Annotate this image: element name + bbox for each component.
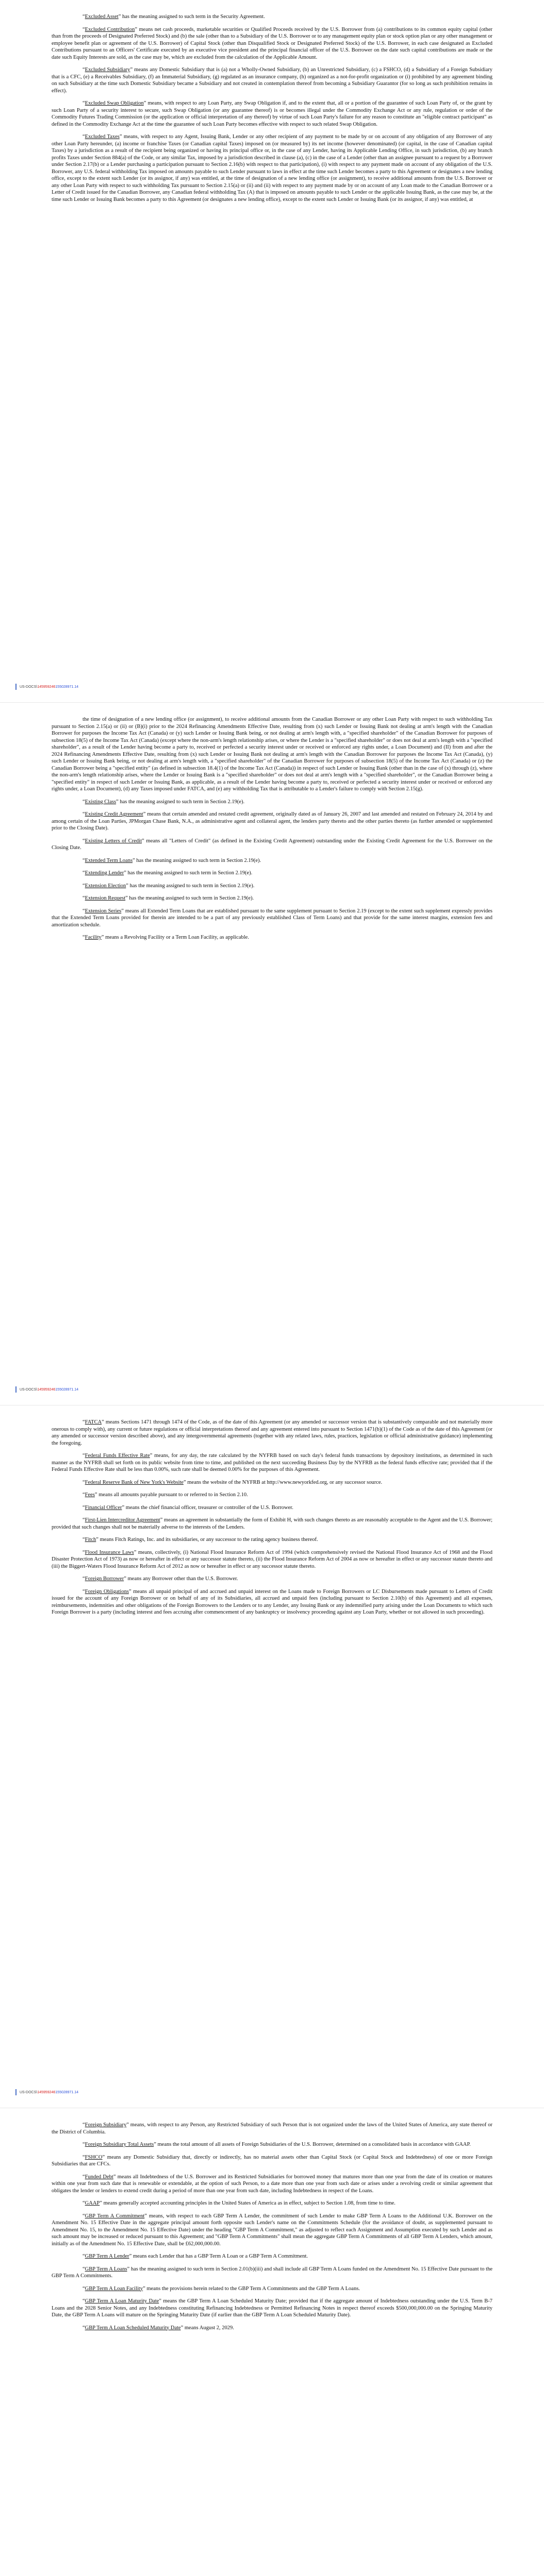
defined-term: Extending Lender [85, 870, 124, 876]
page-footer [15, 2089, 78, 2095]
defined-term: Excluded Contribution [85, 26, 135, 32]
definition-text: means the website of the NYFRB at http://www.newyorkfed.org, or any successor source. [186, 1479, 383, 1485]
doc-id-deleted: 145959246 [37, 1387, 56, 1392]
definition-paragraph: “Fitch” means Fitch Ratings, Inc. and its subsidiaries, or any successor to the rating agency business thereof. [83, 1537, 318, 1543]
definition-text: means the total amount of all assets of Foreign Subsidiaries of the U.S. Borrower, determined on a consolidated basis in accordance with GAAP. [156, 2142, 471, 2147]
definition-text: means, with respect to each GBP Term A Lender, the commitment of such Lender to make GBP Term A Loans to the Additional U.K. Borrower on the Amendment No. 15 Effective Date in the aggregate principal amount forth opposite such Lender's name on the Commitments Schedule (for the avoidance of doubt, as supplemented pursuant to Amendment No. 15, to the Amendment No. 15 Effective Date) under the heading "GBP Term A Commitment," as adjusted to reflect each Assignment and Assumption executed by such Lender and as such amount may be increased or reduced pursuant to this Agreement; and "GBP Term A Commitments" shall mean the aggregate GBP Term A Commitments of all GBP Term A Lenders, which amount, initially as of the Amendment No. 15 Effective Date, shall be £62,000,000.00. [52, 2213, 493, 2247]
doc-id [20, 685, 78, 689]
defined-term: Federal Funds Effective Rate [85, 1453, 150, 1459]
definition-text: means net cash proceeds, marketable securities or Qualified Proceeds received by the U.S. Borrower from (a) contributions to its common equity capital (other than from the proceeds of Designated Preferred Stock) and (b) the sale (other than to a Subsidiary of the U.S. Borrower or to any management equity plan or stock option plan or any other management or employee benefit plan or agreement of the U.S. Borrower) of Capital Stock (other than Disqualified Stock or Designated Preferred Stock) of the U.S. Borrower, in each case designated as Excluded Contributions pursuant to an Officers' Certificate executed by an executive vice president and the principal financial officer of the U.S. Borrower on the date such capital contributions are made or the date such Equity Interests are sold, as the case may be, which are excluded from the calculation of the Applicable Amount. [52, 26, 492, 60]
definition-text: means Fitch Ratings, Inc. and its subsidiaries, or any successor to the rating agency business thereof. [98, 1537, 318, 1543]
defined-term: Extended Term Loans [85, 857, 133, 863]
definition-paragraph: “Extension Request” has the meaning assigned to such term in Section 2.19(e). [83, 895, 254, 901]
defined-term: Foreign Borrower [85, 1576, 124, 1582]
defined-term: Facility [85, 935, 102, 940]
definition-paragraph: “GAAP” means generally accepted accounting principles in the United States of America as in effect, subject to Section 1.08, from time to time. [83, 2200, 395, 2206]
doc-id-prefix: US-DOCS\ [20, 685, 38, 689]
defined-term: Foreign Obligations [85, 1588, 129, 1595]
definition-text: means, with respect to any Agent, Issuing Bank, Lender or any other recipient of any payment to be made by or on account of any obligation of any Borrower of any other Loan Party hereunder, (a) income or franchise Taxes (or Canadian capital Taxes) imposed on (or measured by) its net income (however denominated) (or capital, in the case of Canadian capital Taxes) by a jurisdiction as a result of the recipient being organized or having its principal office or, in the case of any Lender, having its Applicable Lending Office, in such jurisdiction, (b) any branch profits Taxes under Section 884(a) of the Code, or any similar Tax, imposed by a jurisdiction described in clause (a), (c) in the case of a Lender (other than an assignee pursuant to a request by a Borrower under Section 2.17(b) or a Lender purchasing a participation pursuant to Section 2.16(b) with respect to that participation), (i) with respect to any payment made on account of any obligation of the U.S. Borrower, any U.S. federal withholding Tax imposed on amounts payable to such Lender pursuant to laws in effect at the time such Lender becomes a party to this Agreement or designates a new lending office, except to the extent such Lender (or its assignor, if any) was entitled, at the time of designation of a new lending office (or assignment), to receive additional amounts from the U.S. Borrower or any other Loan Party with respect to such withholding Tax pursuant to Section 2.15(a) or (ii) and (ii) with respect to any payment made by or on account of any Loan made to the Canadian Borrower or a Letter of Credit issued for the Canadian Borrower, any Canadian federal withholding Tax (A) that is imposed on amounts payable to such Lender or the applicable Issuing Bank, as the case may be, at the time such Lender or Issuing Bank becomes a party to this Agreement (or designates a new lending office), except to the extent such Lender or Issuing Bank (or its assignor, if any) was entitled, at [52, 134, 492, 202]
definition-text: has the meaning assigned to such term in Section 2.19(e). [118, 799, 245, 805]
definition-paragraph: “Federal Reserve Bank of New York's Website” means the website of the NYFRB at http://www.newyorkfed.org, or any successor source. [83, 1479, 383, 1485]
page-footer [15, 684, 78, 690]
definition-paragraph: “Foreign Subsidiary” means, with respect to any Person, any Restricted Subsidiary of such Person that is not organized under the laws of the United States of America, any state thereof or the District of Columbia. [52, 2122, 492, 2135]
definition-text: means Sections 1471 through 1474 of the Code, as of the date of this Agreement (or any amended or successor version that is substantively comparable and not materially more onerous to comply with), any current or future regulations or official interpretations thereof and any agreement entered into pursuant to Section 1471(b)(1) of the Code as of the date of this Agreement (or any amended or successor version described above), and any intergovernmental agreements (together with any related laws, rules, practices, legislation or official administrative guidance) implementing the foregoing. [52, 1419, 492, 1446]
definition-text: means that certain amended and restated credit agreement, originally dated as of January 26, 2007 and last amended and restated on February 24, 2014 by and among certain of the Loan Parties, JPMorgan Chase Bank, N.A., as administrative agent and collateral agent, the lenders party thereto and the other parties thereto (as further amended or supplemented prior to the Closing Date). [52, 811, 493, 831]
definition-paragraph: “Foreign Obligations” means all unpaid principal of and accrued and unpaid interest on the Loans made to Foreign Borrowers or LC Disbursements made pursuant to Letters of Credit issued for the account of any Foreign Borrower or on behalf of any of its Subsidiaries, all accrued and unpaid fees (including pursuant to Section 2.10(b) of this Agreement) and all expenses, reimbursements, indemnities and other obligations of the Foreign Borrowers to the Lenders or to any Lender, any Issuing Bank or any indemnified party arising under the Loan Documents to which such Foreign Borrower is a party (including interest and fees accruing after commencement of any bankruptcy or insolvency proceeding against any Loan Party, whether or not allowed in such proceeding). [52, 1588, 492, 1615]
definition-text: means all Extended Term Loans that are established pursuant to the same supplement pursuant to Section 2.19 (except to the extent such supplement expressly provides that the Extended Term Loans provided for therein are intended to be a part of any previously established Class of Term Loans) and that provide for the same interest margins, extension fees and amortization schedule. [52, 908, 492, 928]
definition-text: means, with respect to any Person, any Restricted Subsidiary of such Person that is not organized under the laws of the United States of America, any state thereof or the District of Columbia. [52, 2122, 492, 2135]
defined-term: Foreign Subsidiary Total Assets [85, 2142, 154, 2147]
document-page [0, 1405, 544, 2108]
defined-term: Extension Request [85, 895, 126, 901]
defined-term: Extension Series [85, 908, 122, 914]
change-bar-icon [15, 684, 17, 690]
defined-term: GAAP [85, 2200, 100, 2206]
defined-term: GBP Term A Loan Maturity Date [85, 2298, 159, 2304]
definition-text: has the meaning assigned to such term in Section 2.01(b)(iii) and shall include all GBP Term A Loans funded on the Amendment No. 15 Effective Date pursuant to the GBP Term A Commitments. [52, 2266, 493, 2279]
doc-id [20, 2091, 78, 2094]
definition-paragraph: “GBP Term A Commitment” means, with respect to each GBP Term A Lender, the commitment of such Lender to make GBP Term A Loans to the Additional U.K. Borrower on the Amendment No. 15 Effective Date in the aggregate principal amount forth opposite such Lender's name on the Commitments Schedule (for the avoidance of doubt, as supplemented pursuant to Amendment No. 15, to the Amendment No. 15 Effective Date) under the heading "GBP Term A Commitment," as adjusted to reflect each Assignment and Assumption executed by such Lender and as such amount may be increased or reduced pursuant to this Agreement; and "GBP Term A Commitments" shall mean the aggregate GBP Term A Commitments of all GBP Term A Lenders, which amount, initially as of the Amendment No. 15 Effective Date, shall be £62,000,000.00. [52, 2213, 493, 2247]
defined-term: GBP Term A Loans [85, 2266, 127, 2272]
definition-text: means the provisions herein related to the GBP Term A Commitments and the GBP Term A Loans. [145, 2285, 360, 2292]
definition-text: means all "Letters of Credit" (as defined in the Existing Credit Agreement) outstanding under the Existing Credit Agreement for the U.S. Borrower on the Closing Date. [52, 838, 492, 851]
definition-text: has the meaning assigned to such term in Section 2.19(e). [135, 857, 261, 863]
doc-id-inserted: 155028971.14 [55, 2090, 79, 2094]
doc-id-inserted: 155028971.14 [55, 685, 79, 689]
definition-paragraph: “First-Lien Intercreditor Agreement” means an agreement in substantially the form of Exhibit H, with such changes thereto as are reasonably acceptable to the Agent and the U.S. Borrower; provided that such changes shall not be materially adverse to the interests of the Lenders. [52, 1517, 493, 1530]
definition-text: means an agreement in substantially the form of Exhibit H, with such changes thereto as are reasonably acceptable to the Agent and the U.S. Borrower; provided that such changes shall not be materially adverse to the interests of the Lenders. [52, 1517, 493, 1530]
definition-paragraph: “GBP Term A Loan Scheduled Maturity Date” means August 2, 2029. [83, 2325, 234, 2331]
definition-text: means all unpaid principal of and accrued and unpaid interest on the Loans made to Foreign Borrowers or LC Disbursements made pursuant to Letters of Credit issued for the account of any Foreign Borrower or on behalf of any of its Subsidiaries, all accrued and unpaid fees (including pursuant to Section 2.10(b) of this Agreement) and all expenses, reimbursements, indemnities and other obligations of the Foreign Borrowers to the Lenders or to any Lender, any Issuing Bank or any indemnified party arising under the Loan Documents to which such Foreign Borrower is a party (including interest and fees accruing after commencement of any bankruptcy or insolvency proceeding against any Loan Party, whether or not allowed in such proceeding). [52, 1588, 492, 1615]
definition-text: means the chief financial officer, treasurer or controller of the U.S. Borrower. [124, 1504, 293, 1511]
defined-term: Extension Election [85, 883, 126, 889]
definition-paragraph: “Excluded Subsidiary” means any Domestic Subsidiary that is (a) not a Wholly-Owned Subsidiary, (b) an Unrestricted Subsidiary, (c) a FSHCO, (d) a Subsidiary of a Foreign Subsidiary that is a CFC, (e) a Receivables Subsidiary, (f) an Immaterial Subsidiary, (g) regulated as an insurance company, (h) organized as a not-for-profit organization or (i) prohibited by any agreement binding on such Subsidiary at the time such Domestic Subsidiary became a Subsidiary and not created in contemplation thereof from becoming a Subsidiary Guarantor (for so long as such prohibition remains in effect). [52, 67, 492, 94]
doc-id-prefix: US-DOCS\ [20, 1387, 38, 1392]
definition-text: means August 2, 2029. [183, 2325, 234, 2331]
definition-text: has the meaning assigned to such term in the Security Agreement. [121, 14, 265, 20]
definition-text: has the meaning assigned to such term in Section 2.19(e). [126, 870, 253, 876]
defined-term: Fees [85, 1492, 95, 1498]
definition-paragraph: “Extended Term Loans” has the meaning assigned to such term in Section 2.19(e). [83, 857, 261, 863]
definition-paragraph: “Extension Election” has the meaning assigned to such term in Section 2.19(e). [83, 883, 255, 889]
definition-paragraph: “Excluded Asset” has the meaning assigned to such term in the Security Agreement. [83, 14, 265, 20]
defined-term: Funded Debt [85, 2174, 113, 2180]
definition-paragraph [52, 716, 492, 793]
defined-term: GBP Term A Lender [85, 2253, 129, 2259]
definition-text: has the meaning assigned to such term in Section 2.19(e). [127, 895, 254, 901]
definition-paragraph: “Extending Lender” has the meaning assigned to such term in Section 2.19(e). [83, 870, 253, 876]
definition-paragraph: “Federal Funds Effective Rate” means, for any day, the rate calculated by the NYFRB based on such day's federal funds transactions by depository institutions, as determined in such manner as the NYFRB shall set forth on its public website from time to time, and published on the next succeeding Business Day by the NYFRB as the federal funds effective rate; provided that if the Federal Funds Effective Rate shall be less than 0.00%, such rate shall be deemed 0.00% for the purposes of this Agreement. [52, 1453, 492, 1472]
doc-id-deleted: 145959246 [37, 685, 56, 689]
defined-term: GBP Term A Commitment [85, 2213, 145, 2219]
defined-term: Existing Letters of Credit [85, 838, 142, 844]
defined-term: Financial Officer [85, 1504, 122, 1511]
definition-text: means each Lender that has a GBP Term A Loan or a GBP Term A Commitment. [131, 2253, 308, 2259]
definition-paragraph: “Extension Series” means all Extended Term Loans that are established pursuant to the same supplement pursuant to Section 2.19 (except to the extent such supplement expressly provides that the Extended Term Loans provided for therein are intended to be a part of any previously established Class of Term Loans) and that provide for the same interest margins, extension fees and amortization schedule. [52, 908, 492, 928]
change-bar-icon [15, 2089, 17, 2095]
definition-paragraph: “Flood Insurance Laws” means, collectively, (i) National Flood Insurance Reform Act of 1994 (which comprehensively revised the National Flood Insurance Act of 1968 and the Flood Disaster Protection Act of 1973) as now or hereafter in effect or any successor statute thereto, (ii) the Flood Insurance Reform Act of 2004 as now or hereafter in effect or any successor statute thereto and (iii) the Biggert-Waters Flood Insurance Reform Act of 2012 as now or hereafter in effect or any successor statute thereto. [52, 1549, 492, 1569]
definition-paragraph: “Existing Class” has the meaning assigned to such term in Section 2.19(e). [83, 799, 245, 805]
definition-text: has the meaning assigned to such term in Section 2.19(e). [128, 883, 255, 889]
definition-text: means all amounts payable pursuant to or referred to in Section 2.10. [97, 1492, 248, 1498]
definition-text: means any Borrower other than the U.S. Borrower. [126, 1576, 238, 1582]
definition-paragraph: “Facility” means a Revolving Facility or a Term Loan Facility, as applicable. [83, 935, 249, 940]
defined-term: Excluded Asset [85, 14, 119, 20]
change-bar-icon [15, 1386, 17, 1393]
definition-paragraph: “Funded Debt” means all Indebtedness of the U.S. Borrower and its Restricted Subsidiaries for borrowed money that matures more than one year from the date of its creation or matures within one year from such date that is renewable or extendable, at the option of such Person, to a date more than one year from such date or arises under a revolving credit or similar agreement that obligates the lender or lenders to extend credit during a period of more than one year from such date, including Indebtedness in respect of the Loans. [52, 2174, 492, 2194]
definition-text: means the GBP Term A Loan Scheduled Maturity Date; provided that if the aggregate amount of Indebtedness outstanding under the U.S. Term B-7 Loans and the 2028 Senior Notes, and any Indebtedness constituting Refinancing Indebtedness or Permitted Refinancing Notes in respect thereof exceeds $500,000,000.00 on the Springing Maturity Date, the GBP Term A Loans will mature on the Springing Maturity Date (if earlier than the GBP Term A Loan Scheduled Maturity Date). [52, 2298, 492, 2318]
definition-paragraph: “GBP Term A Loans” has the meaning assigned to such term in Section 2.01(b)(iii) and shall include all GBP Term A Loans funded on the Amendment No. 15 Effective Date pursuant to the GBP Term A Commitments. [52, 2266, 493, 2279]
definition-text: means all Indebtedness of the U.S. Borrower and its Restricted Subsidiaries for borrowed money that matures more than one year from the date of its creation or matures within one year from such date that is renewable or extendable, at the option of such Person, to a date more than one year from such date or arises under a revolving credit or similar agreement that obligates the lender or lenders to extend credit during a period of more than one year from such date, including Indebtedness in respect of the Loans. [52, 2174, 492, 2194]
definition-paragraph: “GBP Term A Loan Maturity Date” means the GBP Term A Loan Scheduled Maturity Date; provided that if the aggregate amount of Indebtedness outstanding under the U.S. Term B-7 Loans and the 2028 Senior Notes, and any Indebtedness constituting Refinancing Indebtedness or Permitted Refinancing Notes in respect thereof exceeds $500,000,000.00 on the Springing Maturity Date, the GBP Term A Loans will mature on the Springing Maturity Date (if earlier than the GBP Term A Loan Scheduled Maturity Date). [52, 2298, 492, 2318]
defined-term: Existing Class [85, 799, 117, 805]
definition-paragraph: “Existing Letters of Credit” means all "Letters of Credit" (as defined in the Existing Credit Agreement) outstanding under the Existing Credit Agreement for the U.S. Borrower on the Closing Date. [52, 838, 492, 851]
defined-term: Excluded Swap Obligation [85, 100, 144, 106]
definition-text: means a Revolving Facility or a Term Loan Facility, as applicable. [104, 935, 249, 940]
definition-paragraph: “GBP Term A Lender” means each Lender that has a GBP Term A Loan or a GBP Term A Commitment. [83, 2253, 308, 2259]
document-page [0, 0, 544, 703]
defined-term: Excluded Taxes [85, 134, 120, 140]
definition-text: means, for any day, the rate calculated by the NYFRB based on such day's federal funds transactions by depository institutions, as determined in such manner as the NYFRB shall set forth on its public website from time to time, and published on the next succeeding Business Day by the NYFRB as the federal funds effective rate; provided that if the Federal Funds Effective Rate shall be less than 0.00%, such rate shall be deemed 0.00% for the purposes of this Agreement. [52, 1453, 492, 1472]
definition-text: means, with respect to any Loan Party, any Swap Obligation if, and to the extent that, all or a portion of the guarantee of such Loan Party of, or the grant by such Loan Party of a security interest to secure, such Swap Obligation (or any guarantee thereof) is or becomes illegal under the Commodity Exchange Act or any rule, regulation or order of the Commodity Futures Trading Commission (or the application or official interpretation of any thereof) by virtue of such Loan Party's failure for any reason to constitute an "eligible contract participant" as defined in the Commodity Exchange Act at the time the guarantee of such Loan Party becomes effective with respect to such related Swap Obligation. [52, 100, 492, 127]
page-footer [15, 1386, 78, 1393]
definition-paragraph: “FSHCO” means any Domestic Subsidiary that, directly or indirectly, has no material assets other than Capital Stock (or Capital Stock and Indebtedness) of one or more Foreign Subsidiaries that are CFCs. [52, 2154, 492, 2167]
defined-term: First-Lien Intercreditor Agreement [85, 1517, 160, 1523]
definition-paragraph: “Excluded Taxes” means, with respect to any Agent, Issuing Bank, Lender or any other recipient of any payment to be made by or on account of any obligation of any Borrower of any other Loan Party hereunder, (a) income or franchise Taxes (or Canadian capital Taxes) imposed on (or measured by) its net income (however denominated) (or capital, in the case of Canadian capital Taxes) by a jurisdiction as a result of the recipient being organized or having its principal office or, in the case of any Lender, having its Applicable Lending Office, in such jurisdiction, (b) any branch profits Taxes under Section 884(a) of the Code, or any similar Tax, imposed by a jurisdiction described in clause (a), (c) in the case of a Lender (other than an assignee pursuant to a request by a Borrower under Section 2.17(b) or a Lender purchasing a participation pursuant to Section 2.16(b) with respect to that participation), (i) with respect to any payment made on account of any obligation of the U.S. Borrower, any U.S. federal withholding Tax imposed on amounts payable to such Lender pursuant to laws in effect at the time such Lender becomes a party to this Agreement or designates a new lending office, except to the extent such Lender (or its assignor, if any) was entitled, at the time of designation of a new lending office (or assignment), to receive additional amounts from the U.S. Borrower or any other Loan Party with respect to such withholding Tax pursuant to Section 2.15(a) or (ii) and (ii) with respect to any payment made by or on account of any Loan made to the Canadian Borrower or a Letter of Credit issued for the Canadian Borrower, any Canadian federal withholding Tax (A) that is imposed on amounts payable to such Lender or the applicable Issuing Bank, as the case may be, at the time such Lender or Issuing Bank becomes a party to this Agreement (or designates a new lending office), except to the extent such Lender or Issuing Bank (or its assignor, if any) was entitled, at [52, 134, 492, 202]
defined-term: Fitch [85, 1537, 96, 1543]
definition-text: means generally accepted accounting principles in the United States of America as in effect, subject to Section 1.08, from time to time. [102, 2200, 395, 2206]
defined-term: Foreign Subsidiary [85, 2122, 127, 2128]
definition-paragraph: “Excluded Contribution” means net cash proceeds, marketable securities or Qualified Proceeds received by the U.S. Borrower from (a) contributions to its common equity capital (other than from the proceeds of Designated Preferred Stock) and (b) the sale (other than to a Subsidiary of the U.S. Borrower or to any management equity plan or stock option plan or any other management or employee benefit plan or agreement of the U.S. Borrower) of Capital Stock (other than Disqualified Stock or Designated Preferred Stock) of the U.S. Borrower, in each case designated as Excluded Contributions pursuant to an Officers' Certificate executed by an executive vice president and the principal financial officer of the U.S. Borrower on the date such capital contributions are made or the date such Equity Interests are sold, as the case may be, which are excluded from the calculation of the Applicable Amount. [52, 26, 492, 60]
defined-term: FSHCO [85, 2154, 103, 2160]
definition-text: means any Domestic Subsidiary that, directly or indirectly, has no material assets other than Capital Stock (or Capital Stock and Indebtedness) of one or more Foreign Subsidiaries that are CFCs. [52, 2154, 492, 2167]
defined-term: Existing Credit Agreement [85, 811, 143, 817]
definition-paragraph: “Fees” means all amounts payable pursuant to or referred to in Section 2.10. [83, 1492, 248, 1498]
document-page [0, 703, 544, 1405]
defined-term: Flood Insurance Laws [85, 1549, 134, 1555]
definition-paragraph: “Financial Officer” means the chief financial officer, treasurer or controller of the U.S. Borrower. [83, 1504, 293, 1511]
definition-text: the time of designation of a new lending office (or assignment), to receive additional amounts from the Canadian Borrower or any other Loan Party with respect to such withholding Tax pursuant to Section 2.15(a) or (ii) or (B)(i) prior to the 2024 Refinancing Amendments Effective Date, resulting from (x) such Lender or Issuing Bank not dealing at arm's length with the Canadian Borrower for purposes the Income Tax Act (Canada) or (y) such Lender or Issuing Bank being, or not dealing at arm's length with, a "specified shareholder" of the Canadian Borrower for purposes of subsection 18(5) of the Income Tax Act (Canada) (except where the non-arm's length relationship arises, or where the Lender is a "specified shareholder" or does not deal at arm's length with a "specified shareholder", as a result of the Lender having become a party to, received or perfected a security interest under or received or enforced any rights under, a Loan Document) and (II) from and after the 2024 Refinancing Amendments Effective Date, resulting from (x) such Lender or Issuing Bank not dealing at arm's length with the Canadian Borrower for purposes the Income Tax Act (Canada), (y) such Lender or Issuing Bank being, or not dealing at arm's length with, a "specified shareholder" of the Canadian Borrower for purposes of subsection 18(5) of the Income Tax Act (Canada) or (z) the Canadian Borrower being a "specified entity" (as defined in subsection 18.4(1) of the Income Tax Act (Canada)) in respect of such Lender or Issuing Bank (other than in the case of (x) through (z), where the non-arm's length relationship arises, where the Lender or Issuing Bank is a "specified shareholder" or does not deal at arm's length with a "specified shareholder", or the Canadian Borrower being a "specified entity" in respect of such Lender or Issuing Bank, as applicable, as a result of the Lender having become a party to, received or perfected a security interest under or received or enforced any rights under, a Loan Document), (d) any Taxes imposed under FATCA, and (e) any withholding Tax that is attributable to a Lender's failure to comply with Section 2.15(g). [52, 717, 492, 792]
defined-term: GBP Term A Loan Scheduled Maturity Date [85, 2325, 181, 2331]
doc-id-prefix: US-DOCS\ [20, 2090, 38, 2094]
definition-paragraph: “Existing Credit Agreement” means that certain amended and restated credit agreement, originally dated as of January 26, 2007 and last amended and restated on February 24, 2014 by and among certain of the Loan Parties, JPMorgan Chase Bank, N.A., as administrative agent and collateral agent, the lenders party thereto and the other parties thereto (as further amended or supplemented prior to the Closing Date). [52, 811, 493, 831]
doc-id-inserted: 155028971.14 [55, 1387, 79, 1392]
definition-paragraph: “Excluded Swap Obligation” means, with respect to any Loan Party, any Swap Obligation if, and to the extent that, all or a portion of the guarantee of such Loan Party of, or the grant by such Loan Party of a security interest to secure, such Swap Obligation (or any guarantee thereof) is or becomes illegal under the Commodity Exchange Act or any rule, regulation or order of the Commodity Futures Trading Commission (or the application or official interpretation of any thereof) by virtue of such Loan Party's failure for any reason to constitute an "eligible contract participant" as defined in the Commodity Exchange Act at the time the guarantee of such Loan Party becomes effective with respect to such related Swap Obligation. [52, 100, 492, 127]
doc-id [20, 1388, 78, 1392]
definition-paragraph: “FATCA” means Sections 1471 through 1474 of the Code, as of the date of this Agreement (or any amended or successor version that is substantively comparable and not materially more onerous to comply with), any current or future regulations or official interpretations thereof and any agreement entered into pursuant to Section 1471(b)(1) of the Code as of the date of this Agreement (or any amended or successor version described above), and any intergovernmental agreements (together with any related laws, rules, practices, legislation or official administrative guidance) implementing the foregoing. [52, 1419, 492, 1446]
defined-term: Excluded Subsidiary [85, 67, 130, 73]
defined-term: Federal Reserve Bank of New York's Website [85, 1479, 184, 1485]
document-page [0, 2108, 544, 2576]
definition-paragraph: “GBP Term A Loan Facility” means the provisions herein related to the GBP Term A Commitments and the GBP Term A Loans. [83, 2285, 360, 2292]
defined-term: FATCA [85, 1419, 102, 1425]
definition-text: means, collectively, (i) National Flood Insurance Reform Act of 1994 (which comprehensively revised the National Flood Insurance Act of 1968 and the Flood Disaster Protection Act of 1973) as now or hereafter in effect or any successor statute thereto, (ii) the Flood Insurance Reform Act of 2004 as now or hereafter in effect or any successor statute thereto and (iii) the Biggert-Waters Flood Insurance Reform Act of 2012 as now or hereafter in effect or any successor statute thereto. [52, 1549, 492, 1569]
defined-term: GBP Term A Loan Facility [85, 2285, 143, 2292]
definition-paragraph: “Foreign Subsidiary Total Assets” means the total amount of all assets of Foreign Subsidiaries of the U.S. Borrower, determined on a consolidated basis in accordance with GAAP. [83, 2142, 471, 2147]
doc-id-deleted: 145959246 [37, 2090, 56, 2094]
definition-paragraph: “Foreign Borrower” means any Borrower other than the U.S. Borrower. [83, 1576, 238, 1582]
definition-text: means any Domestic Subsidiary that is (a) not a Wholly-Owned Subsidiary, (b) an Unrestricted Subsidiary, (c) a FSHCO, (d) a Subsidiary of a Foreign Subsidiary that is a CFC, (e) a Receivables Subsidiary, (f) an Immaterial Subsidiary, (g) regulated as an insurance company, (h) organized as a not-for-profit organization or (i) prohibited by any agreement binding on such Subsidiary at the time such Domestic Subsidiary became a Subsidiary and not created in contemplation thereof from becoming a Subsidiary Guarantor (for so long as such prohibition remains in effect). [52, 67, 492, 94]
